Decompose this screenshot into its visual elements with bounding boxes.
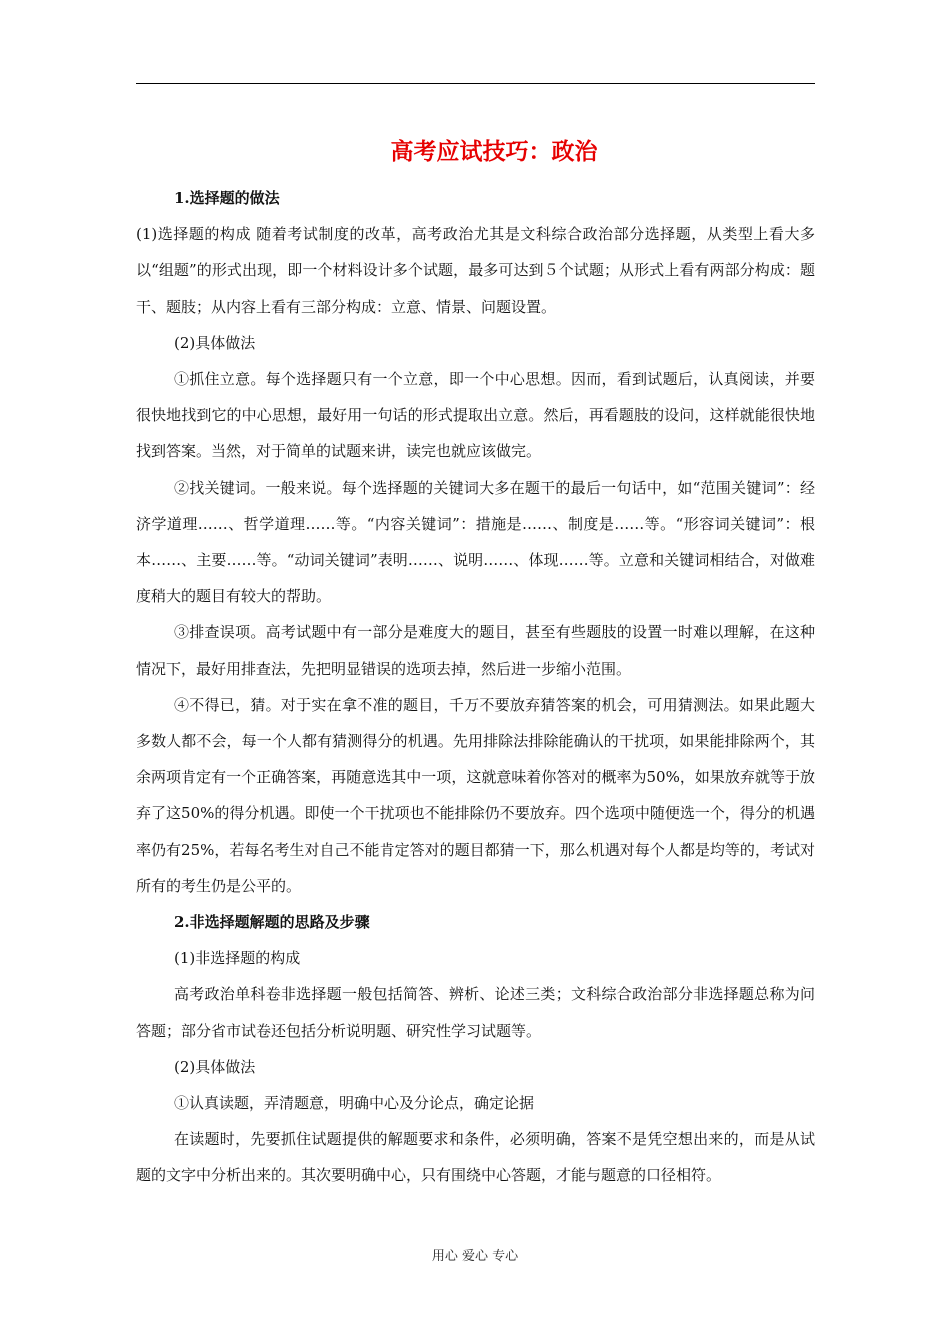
paragraph-grasp-intent: ①抓住立意。每个选择题只有一个立意，即一个中心思想。因而，看到试题后，认真阅读，并要很快地找到它的中心思想，最好用一句话的形式提取出立意。然后，再看题肢的设问，这样就能很快地找到答案。当然，对于简单的试题来讲，读完也就应该做完。	[136, 370, 815, 461]
paragraph-guess: ④不得已，猜。对于实在拿不准的题目，千万不要放弃猜答案的机会，可用猜测法。如果此题大多数人都不会，每一个人都有猜测得分的机遇。先用排除法排除能确认的干扰项，如果能排除两个，其余两项肯定有一个正确答案，再随意选其中一项，这就意味着你答对的概率为50%，如果放弃就等于放弃了这50%的得分机遇。即使一个干扰项也不能排除仍不要放弃。四个选项中随便选一个，得分的机遇率仍有25%，若每名考生对自己不能肯定答对的题目都猜一下，那么机遇对每个人都是均等的，考试对所有的考生仍是公平的。	[136, 695, 815, 895]
paragraph-reading-tips: 在读题时，先要抓住试题提供的解题要求和条件，必须明确，答案不是凭空想出来的，而是从试题的文字中分析出来的。其次要明确中心，只有围绕中心答题，才能与题意的口径相符。	[136, 1130, 815, 1185]
paragraph-choice-structure: (1)选择题的构成 随着考试制度的改革，高考政治尤其是文科综合政治部分选择题，从类型上看大多以“组题”的形式出现，即一个材料设计多个试题，最多可达到５个试题；从形式上看有两部分构成：题干、题肢；从内容上看有三部分构成：立意、情景、问题设置。	[136, 225, 815, 316]
paragraph-eliminate: ③排查误项。高考试题中有一部分是难度大的题目，甚至有些题肢的设置一时难以理解，在这种情况下，最好用排查法，先把明显错误的选项去掉，然后进一步缩小范围。	[136, 623, 815, 678]
document-title: 高考应试技巧：政治	[390, 138, 598, 165]
section-heading-choice: 1.选择题的做法	[174, 189, 280, 207]
document-body	[136, 180, 815, 1194]
header-rule	[136, 83, 815, 84]
page-footer: 用心 爱心 专心	[431, 1249, 519, 1264]
paragraph-nonchoice-types: 高考政治单科卷非选择题一般包括简答、辨析、论述三类；文科综合政治部分非选择题总称为问答题；部分省市试卷还包括分析说明题、研究性学习试题等。	[136, 985, 815, 1040]
subheading-nonchoice-structure: (1)非选择题的构成	[174, 949, 301, 968]
section-heading-nonchoice: 2.非选择题解题的思路及步骤	[174, 913, 370, 932]
paragraph-keywords: ②找关键词。一般来说。每个选择题的关键词大多在题干的最后一句话中，如“范围关键词”：经济学道理……、哲学道理……等。“内容关键词”：措施是……、制度是……等。“形容词关键词”：根本……、主要……等。“动词关键词”表明……、说明……、体现……等。立意和关键词相结合，对做难度稍大的题目有较大的帮助。	[136, 478, 815, 606]
paragraph-read-carefully: ①认真读题，弄清题意，明确中心及分论点，确定论据	[174, 1094, 535, 1113]
subheading-nonchoice-method: (2)具体做法	[174, 1057, 256, 1076]
subheading-specific-method: (2)具体做法	[174, 333, 256, 352]
